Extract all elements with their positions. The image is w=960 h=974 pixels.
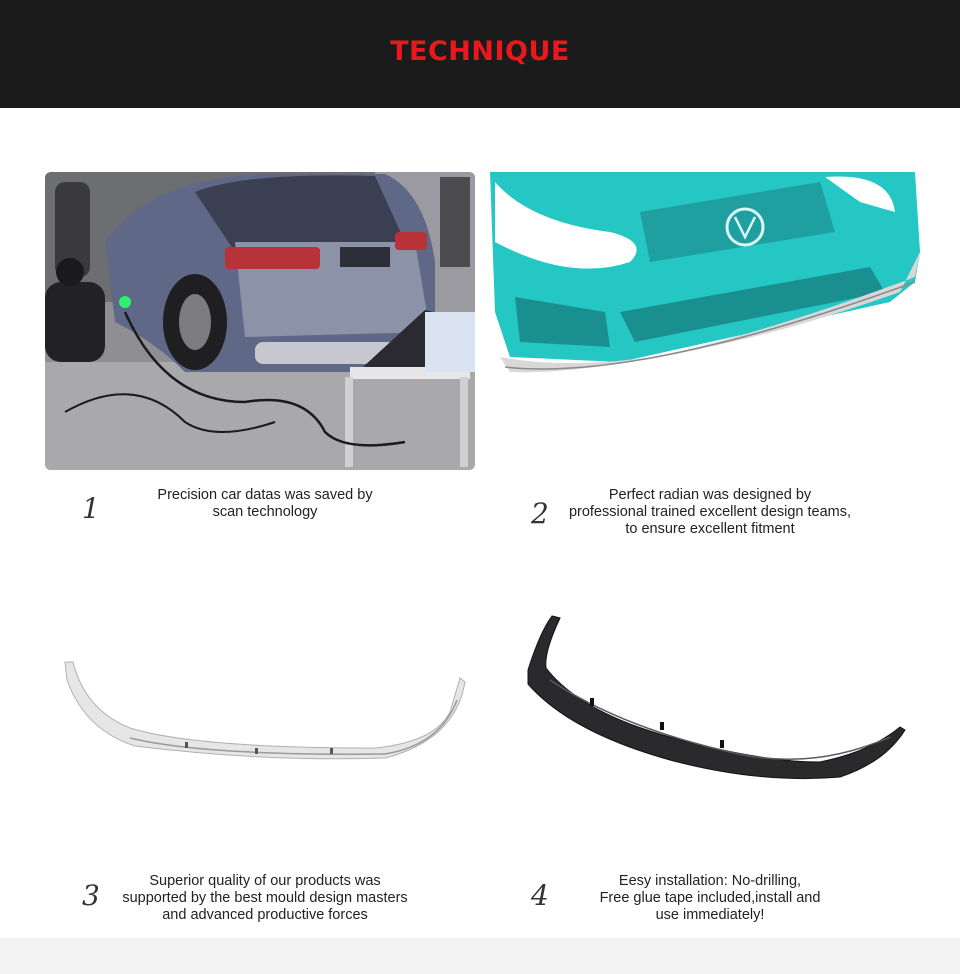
step-4-line-1: Eesy installation: No-drilling,: [618, 873, 802, 889]
step-4-line-2: Free glue tape included,install and: [599, 890, 821, 906]
scan-photo: [45, 172, 475, 470]
step-1-line-1: Precision car datas was saved by: [157, 487, 373, 503]
step-2-number: 2: [531, 497, 549, 530]
step-3-line-1: Superior quality of our products was: [149, 873, 381, 889]
design-model-photo: [490, 172, 920, 382]
step-2-line-1: Perfect radian was designed by: [608, 487, 812, 503]
step-2-caption: [548, 487, 872, 538]
page-title: TECHNIQUE: [390, 36, 570, 67]
step-3-line-2: supported by the best mould design masters: [122, 890, 408, 906]
footer-band: [0, 938, 960, 974]
step-1-caption: [110, 487, 420, 521]
step-4-line-3: use immediately!: [655, 907, 765, 923]
white-front-lip-photo: [55, 650, 475, 770]
carbon-front-lip-photo: [520, 612, 910, 792]
step-1-line-2: scan technology: [212, 504, 318, 520]
header-banner: [0, 0, 960, 108]
step-3-line-3: and advanced productive forces: [162, 907, 368, 923]
step-3-caption: [98, 873, 432, 924]
step-4-number: 4: [531, 879, 549, 912]
step-4-caption: [575, 873, 845, 924]
step-2-line-3: to ensure excellent fitment: [625, 521, 795, 537]
step-3-number: 3: [82, 879, 100, 912]
step-2-line-2: professional trained excellent design teams,: [568, 504, 852, 520]
step-1-number: 1: [82, 492, 100, 525]
